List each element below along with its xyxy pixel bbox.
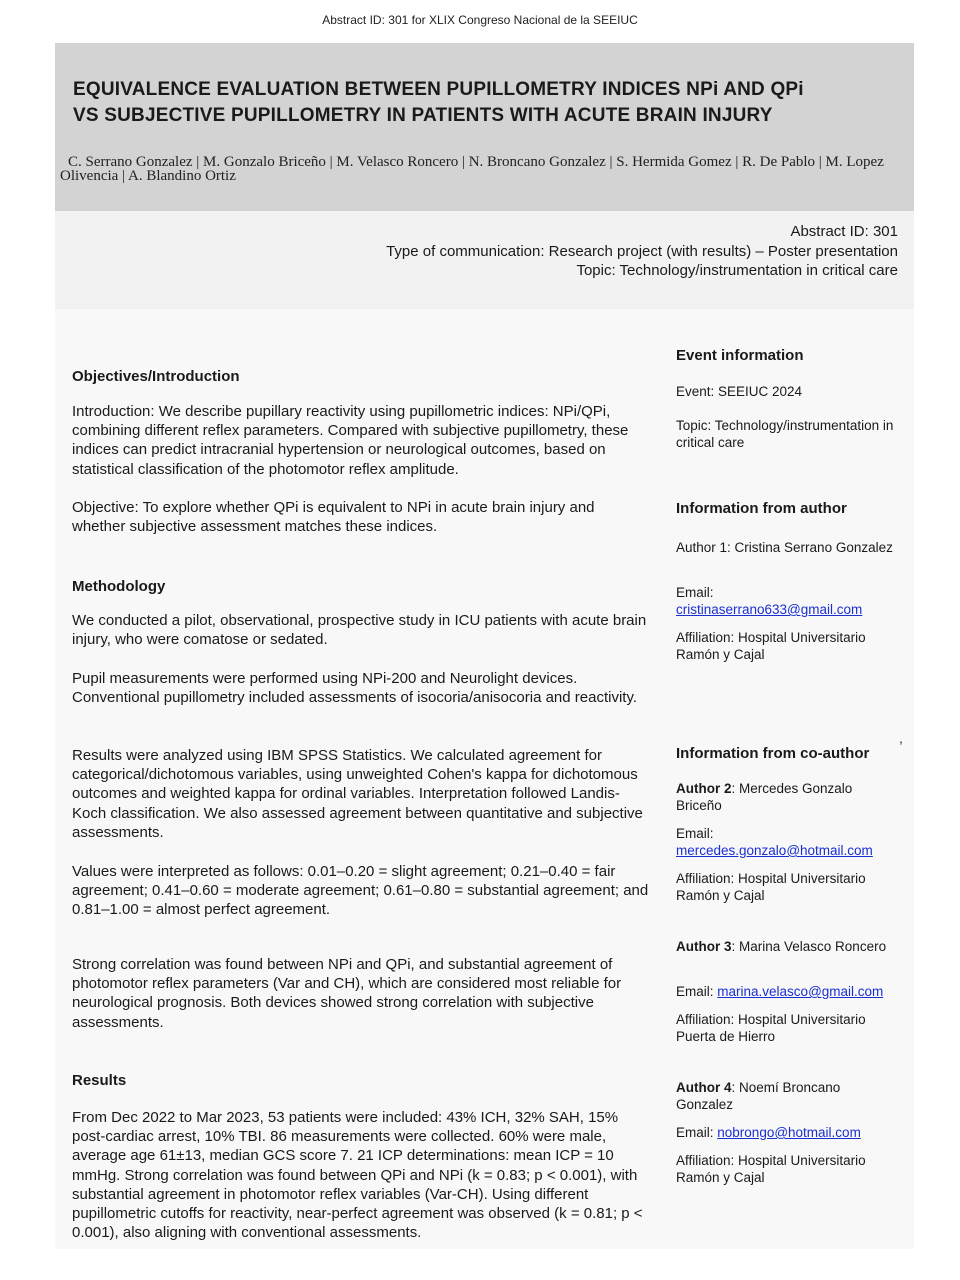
author-3-fullname: : Marina Velasco Roncero xyxy=(731,939,887,954)
title-band xyxy=(55,43,914,211)
methodology-heading: Methodology xyxy=(72,578,166,595)
communication-type: Type of communication: Research project (with results) – Poster presentation xyxy=(386,242,898,260)
author-1-affiliation: Affiliation: Hospital Universitario Ramón y Cajal xyxy=(676,630,866,662)
email-label: Email: xyxy=(676,984,714,999)
event-name: Event: SEEIUC 2024 xyxy=(676,384,803,399)
coauthor-info-heading: Information from co-author xyxy=(676,745,870,762)
meta-band xyxy=(55,211,914,309)
methodology-paragraph-1: We conducted a pilot, observational, prospective study in ICU patients with acute brain injury, who were comatose or sedated. xyxy=(72,612,647,649)
author-1-email-link[interactable]: cristinaserrano633@gmail.com xyxy=(676,602,863,617)
author-4-email-link[interactable]: nobrongo@hotmail.com xyxy=(717,1125,861,1140)
objectives-heading: Objectives/Introduction xyxy=(72,368,240,385)
abstract-meta xyxy=(386,222,898,281)
methodology-paragraph-3: Results were analyzed using IBM SPSS Statistics. We calculated agreement for categorical/dichotomous variables, using unweighted Cohen's kappa for dichotomous outcomes and weighted kappa for ordinal variables. Interpretation followed Landis-Koch classification. We also assessed agreement between quantitative and subjective assessments. xyxy=(72,747,643,841)
title-line-2: VS SUBJECTIVE PUPILLOMETRY IN PATIENTS WITH ACUTE BRAIN INJURY xyxy=(73,105,773,126)
author-2-label: Author 2 xyxy=(676,781,732,796)
author-2-affiliation: Affiliation: Hospital Universitario Ramón y Cajal xyxy=(676,871,866,903)
title-line-1: EQUIVALENCE EVALUATION BETWEEN PUPILLOMETRY INDICES NPi AND QPi xyxy=(73,79,804,100)
paper-title xyxy=(73,77,903,129)
author-4-fullname: : Noemí Broncano Gonzalez xyxy=(676,1080,841,1112)
abstract-id: Abstract ID: 301 xyxy=(790,223,898,240)
author-3-email-link[interactable]: marina.velasco@gmail.com xyxy=(717,984,884,999)
author-3-label: Author 3 xyxy=(676,939,732,954)
author-4-name xyxy=(676,1079,901,1113)
results-heading: Results xyxy=(72,1072,127,1089)
methodology-paragraph-4: Values were interpreted as follows: 0.01–0.20 = slight agreement; 0.21–0.40 = fair agreement; 0.41–0.60 = moderate agreement; 0.61–0.80 = substantial agreement; and 0.81–1.00 = almost perfect agreement. xyxy=(72,863,649,919)
methodology-paragraph-5: Strong correlation was found between NPi and QPi, and substantial agreement of photomotor reflex parameters (Var and CH), which are considered most reliable for neurological prognosis. Both devices showed strong correlation with subjective assessments. xyxy=(72,956,622,1031)
header-abstract-line: Abstract ID: 301 for XLIX Congreso Nacional de la SEEIUC xyxy=(322,13,638,27)
stray-mark: , xyxy=(899,730,903,746)
methodology-paragraph-2: Pupil measurements were performed using NPi-200 and Neurolight devices. Conventional pupillometry included assessments of isocoria/anisocoria and reactivity. xyxy=(72,670,638,707)
objective-text: Objective: To explore whether QPi is equivalent to NPi in acute brain injury and whether subjective assessment matches these indices. xyxy=(72,499,595,536)
author-list: C. Serrano Gonzalez | M. Gonzalo Briceño | M. Velasco Roncero | N. Broncano Gonzalez | S. Hermida Gomez | R. De Pablo | M. Lopez Olivencia | A. Blandino Ortiz xyxy=(60,154,884,184)
author-2-email-link[interactable]: mercedes.gonzalo@hotmail.com xyxy=(676,843,873,858)
introduction-text: Introduction: We describe pupillary reactivity using pupillometric indices: NPi/QPi, combining different reflex parameters. Compared with subjective pupillometry, these indices can predict intracranial hypertension or neurological outcomes, based on statistical classification of the photomotor reflex amplitude. xyxy=(72,403,629,478)
author-3-name xyxy=(676,938,901,955)
author-2-fullname: : Mercedes Gonzalo Briceño xyxy=(676,781,853,813)
author-4-email-block xyxy=(676,1124,901,1141)
author-1-name: Author 1: Cristina Serrano Gonzalez xyxy=(676,540,893,555)
event-info-heading: Event information xyxy=(676,347,804,364)
email-label: Email: xyxy=(676,585,714,600)
author-3-affiliation: Affiliation: Hospital Universitario Puerta de Hierro xyxy=(676,1012,866,1044)
author-1-email-block xyxy=(676,584,901,618)
event-topic: Topic: Technology/instrumentation in critical care xyxy=(676,418,894,450)
author-2-email-block xyxy=(676,825,901,859)
results-text: From Dec 2022 to Mar 2023, 53 patients were included: 43% ICH, 32% SAH, 15% post-cardiac arrest, 10% TBI. 86 measurements were collected. 60% were male, average age 61±13, median GCS score 7. 21 ICP determinations: mean ICP = 10 mmHg. Strong correlation was found between QPi and NPi (k = 0.83; p < 0.001), with substantial agreement in photomotor reflex variables (Var-CH). Using different pupillometric cutoffs for reactivity, near-perfect agreement was observed (k = 0.81; p < 0.001), also aligning with conventional assessments. xyxy=(72,1109,643,1242)
author-3-email-block xyxy=(676,983,901,1000)
email-label: Email: xyxy=(676,826,714,841)
email-label: Email: xyxy=(676,1125,714,1140)
author-4-affiliation: Affiliation: Hospital Universitario Ramón y Cajal xyxy=(676,1153,866,1185)
author-2-name xyxy=(676,780,901,814)
author-4-label: Author 4 xyxy=(676,1080,732,1095)
author-info-heading: Information from author xyxy=(676,500,847,517)
abstract-topic: Topic: Technology/instrumentation in critical care xyxy=(576,262,898,279)
